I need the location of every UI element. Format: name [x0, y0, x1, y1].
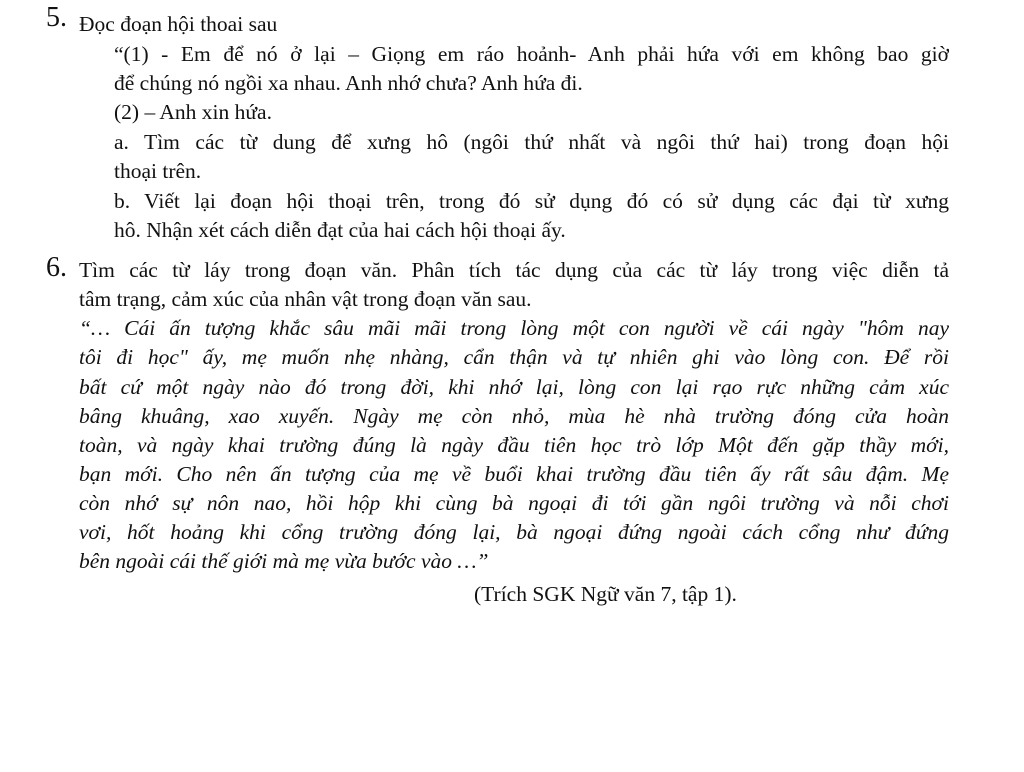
task-b-line: hô. Nhận xét cách diễn đạt của hai cách hội thoại ấy.: [114, 218, 566, 242]
passage-line: còn nhớ sự nôn nao, hồi hộp khi cùng bà ngoại đi tới gần ngôi trường và nỗi chơi: [79, 491, 949, 515]
passage-line: bất cứ một ngày nào đó trong đời, khi nhớ lại, lòng con lại rạo rực những cảm xúc: [79, 375, 949, 399]
task-a-line: thoại trên.: [114, 159, 202, 183]
passage-line: tôi đi học" ấy, mẹ muốn nhẹ nhàng, cẩn thận và tự nhiên ghi vào lòng con. Để rồi: [79, 345, 949, 369]
question-5-title: Đọc đoạn hội thoai sau: [79, 12, 278, 36]
passage-line: vơi, hốt hoảng khi cổng trường đóng lại, bà ngoại đứng ngoài cách cổng như đứng: [79, 520, 949, 544]
question-5-number: 5.: [46, 2, 67, 33]
passage-line: bên ngoài cái thế giới mà mẹ vừa bước vào …”: [79, 549, 489, 573]
passage-line: bạn mới. Cho nên ấn tượng của mẹ về buổi khai trường đầu tiên ấy rất sâu đậm. Mẹ: [79, 462, 949, 486]
question-6-number: 6.: [46, 252, 67, 283]
dialogue-line: (2) – Anh xin hứa.: [114, 100, 272, 124]
task-a-line: a. Tìm các từ dung để xưng hô (ngôi thứ nhất và ngôi thứ hai) trong đoạn hội: [114, 130, 949, 154]
question-6-prompt-line: Tìm các từ láy trong đoạn văn. Phân tích tác dụng của các từ láy trong việc diễn tả: [79, 258, 949, 282]
dialogue-line: để chúng nó ngồi xa nhau. Anh nhớ chưa? Anh hứa đi.: [114, 71, 583, 95]
dialogue-line: “(1) - Em để nó ở lại – Giọng em ráo hoảnh- Anh phải hứa với em không bao giờ: [114, 42, 949, 66]
task-b-line: b. Viết lại đoạn hội thoại trên, trong đó sử dụng đó có sử dụng các đại từ xưng: [114, 189, 949, 213]
passage-line: bâng khuâng, xao xuyến. Ngày mẹ còn nhỏ, mùa hè nhà trường đóng cửa hoàn: [79, 404, 949, 428]
citation: (Trích SGK Ngữ văn 7, tập 1).: [474, 582, 737, 606]
question-6-prompt-line: tâm trạng, cảm xúc của nhân vật trong đoạn văn sau.: [79, 287, 532, 311]
passage-line: toàn, và ngày khai trường đúng là ngày đầu tiên học trò lớp Một đến gặp thầy mới,: [79, 433, 949, 457]
passage-line: “… Cái ấn tượng khắc sâu mãi mãi trong lòng một con người về cái ngày "hôm nay: [79, 316, 949, 340]
